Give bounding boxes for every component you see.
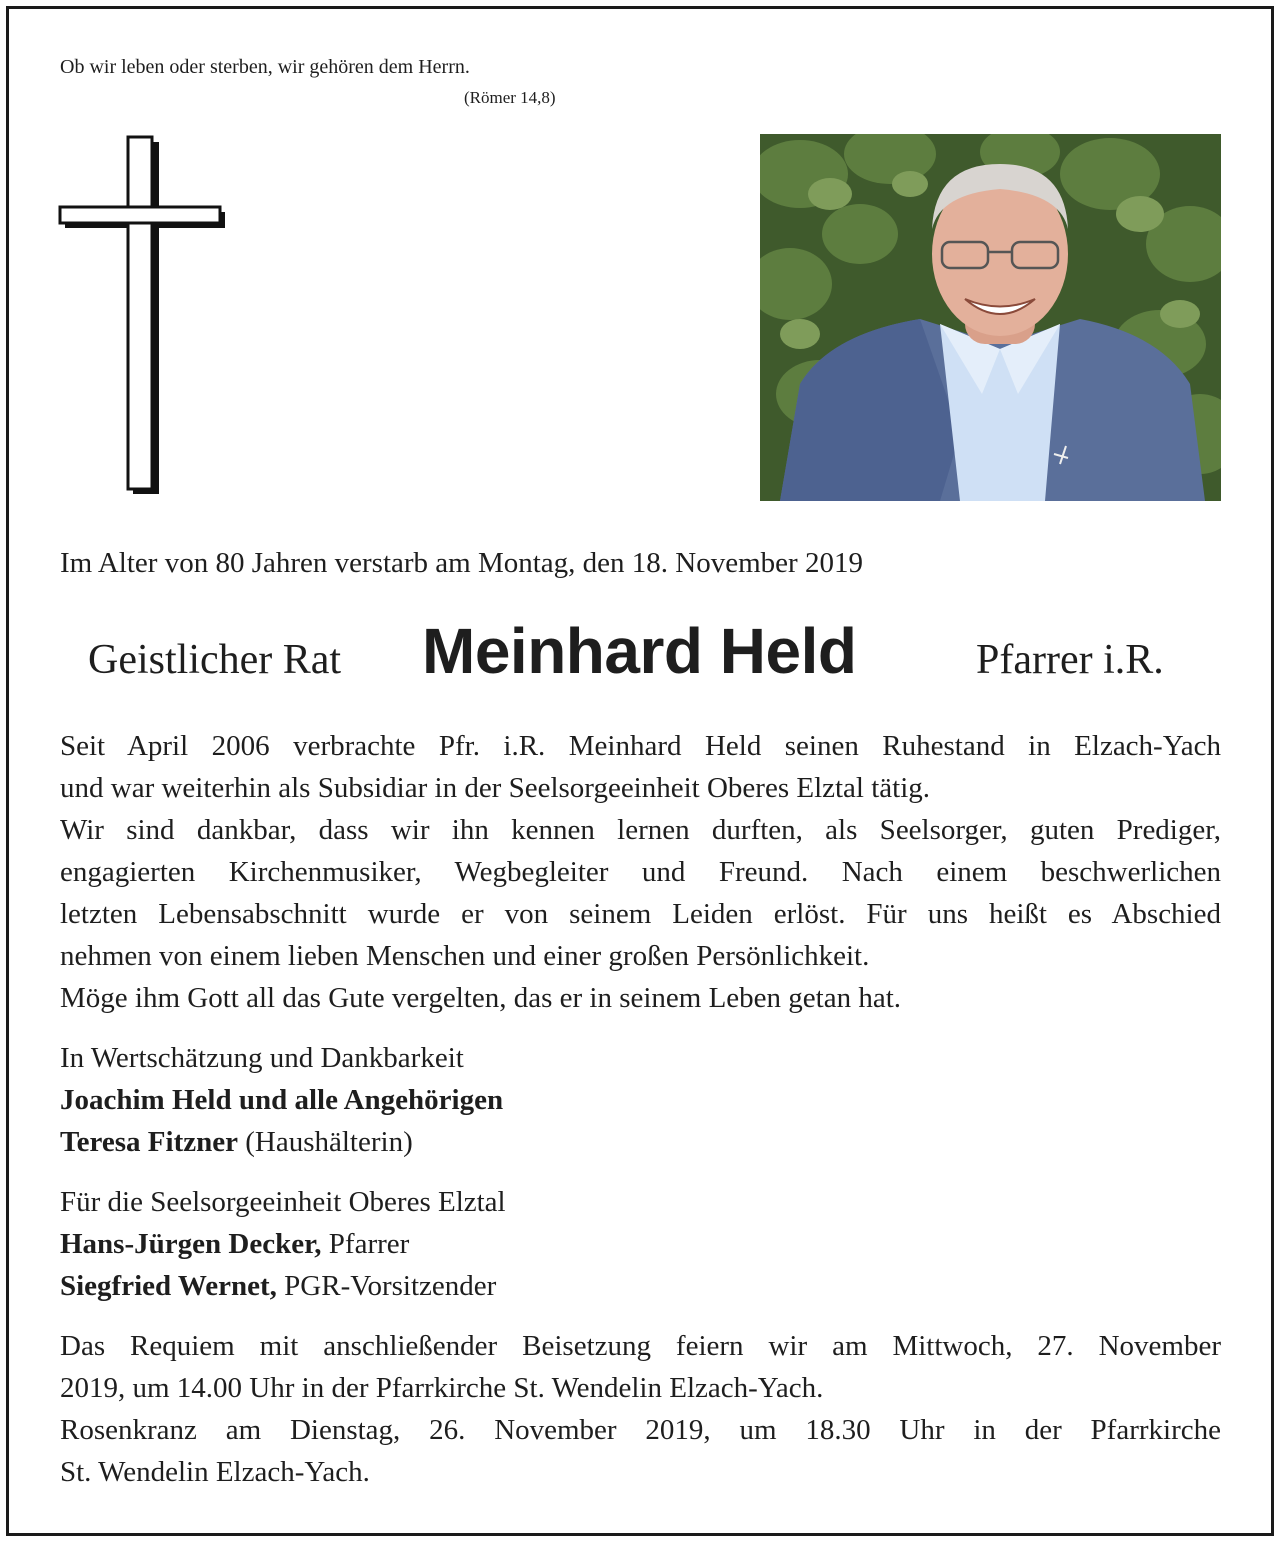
family-names: Joachim Held und alle Angehörigen [60, 1084, 504, 1116]
parish-person-name: Siegfried Wernet, [60, 1270, 277, 1302]
bible-quote: Ob wir leben oder sterben, wir gehören dem Herrn. [60, 56, 470, 78]
body-line: Wir sind dankbar, dass wir ihn kennen lernen durften, als Seelsorger, guten Prediger, [60, 814, 1221, 846]
body-line: Möge ihm Gott all das Gute vergelten, das er in seinem Leben getan hat. [60, 982, 902, 1014]
housekeeper-role: (Haushälterin) [237, 1126, 413, 1158]
parish-intro: Für die Seelsorgeeinheit Oberes Elztal [60, 1186, 506, 1218]
service-line: St. Wendelin Elzach-Yach. [60, 1456, 370, 1488]
parish-person [60, 1265, 496, 1307]
body-line: und war weiterhin als Subsidiar in der Seelsorgeeinheit Oberes Elztal tätig. [60, 772, 931, 804]
family-intro: In Wertschätzung und Dankbarkeit [60, 1042, 464, 1074]
parish-person [60, 1223, 409, 1265]
body-line: nehmen von einem lieben Menschen und einer großen Persönlichkeit. [60, 940, 870, 972]
service-line: Rosenkranz am Dienstag, 26. November 2019, um 18.30 Uhr in der Pfarrkirche [60, 1414, 1221, 1446]
housekeeper-name: Teresa Fitzner [60, 1126, 238, 1158]
death-notice: Im Alter von 80 Jahren verstarb am Montag, den 18. November 2019 [60, 547, 863, 579]
body-line: Seit April 2006 verbrachte Pfr. i.R. Meinhard Held seinen Ruhestand in Elzach-Yach [60, 730, 1221, 762]
service-line: Das Requiem mit anschließender Beisetzung feiern wir am Mittwoch, 27. November [60, 1330, 1221, 1362]
body-line: letzten Lebensabschnitt wurde er von seinem Leiden erlöst. Für uns heißt es Abschied [60, 898, 1221, 930]
parish-person-name: Hans-Jürgen Decker, [60, 1228, 322, 1260]
title-prefix: Geistlicher Rat [88, 637, 342, 683]
cross-icon [58, 134, 228, 496]
body-line: engagierten Kirchenmusiker, Wegbegleiter und Freund. Nach einem beschwerlichen [60, 856, 1221, 888]
housekeeper-line [60, 1121, 413, 1163]
family-line [60, 1079, 503, 1121]
bible-quote-source: (Römer 14,8) [464, 88, 556, 107]
parish-person-role: Pfarrer [321, 1228, 410, 1260]
service-line: 2019, um 14.00 Uhr in der Pfarrkirche St. Wendelin Elzach-Yach. [60, 1372, 824, 1404]
parish-person-role: PGR-Vorsitzender [276, 1270, 497, 1302]
deceased-name: Meinhard Held [422, 615, 857, 687]
title-suffix: Pfarrer i.R. [976, 637, 1164, 683]
portrait-photo [760, 134, 1221, 501]
